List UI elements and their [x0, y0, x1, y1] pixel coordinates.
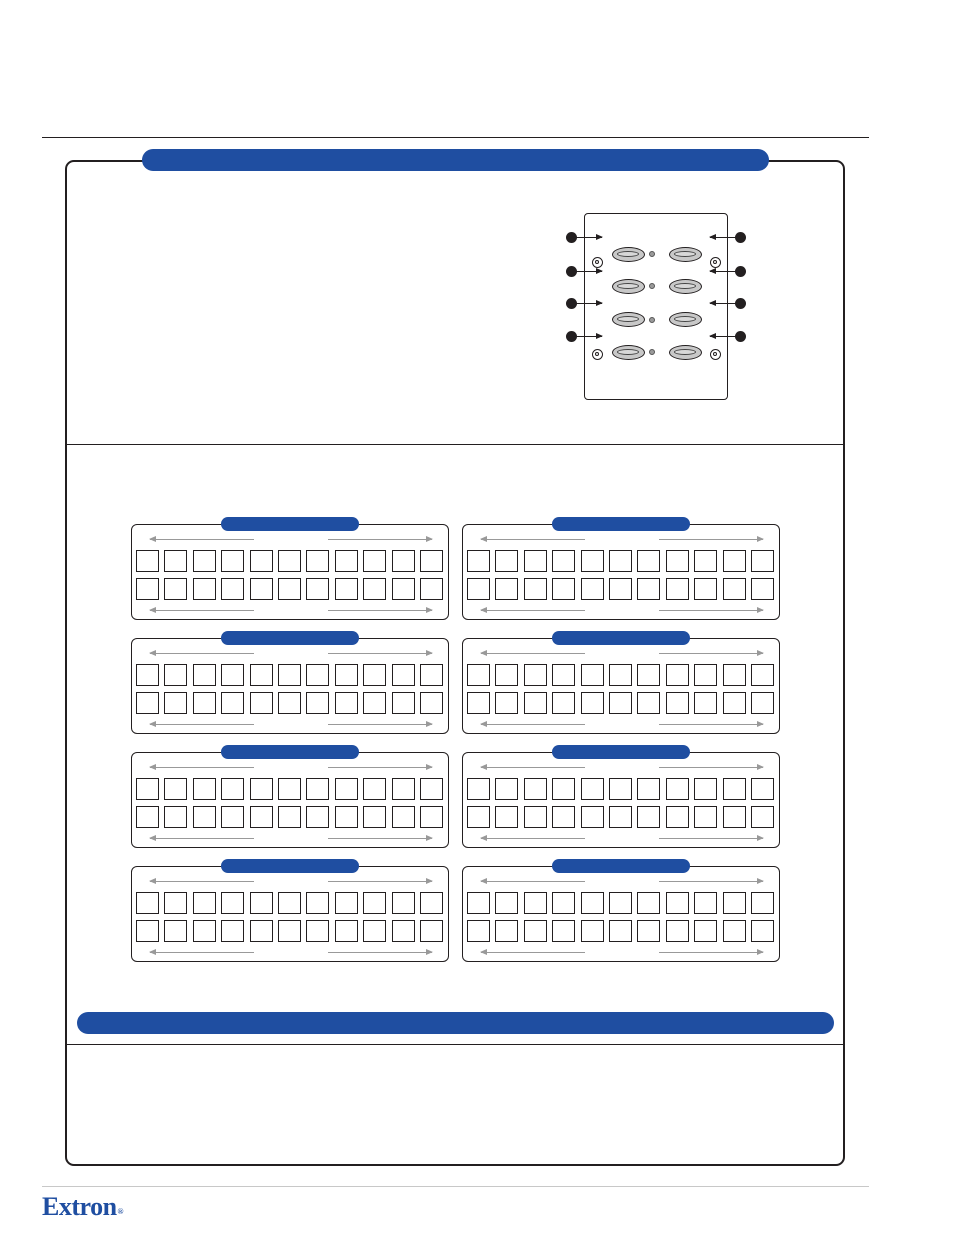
label-cell-row	[136, 578, 443, 600]
label-cell[interactable]	[524, 578, 547, 600]
label-cell[interactable]	[609, 806, 632, 828]
panel-led	[649, 251, 655, 257]
label-cell[interactable]	[751, 550, 774, 572]
label-cell[interactable]	[552, 550, 575, 572]
section-divider	[66, 444, 844, 445]
label-cell[interactable]	[420, 550, 443, 572]
direction-arrow	[481, 881, 585, 882]
label-cell[interactable]	[420, 892, 443, 914]
label-cell[interactable]	[666, 578, 689, 600]
label-group	[131, 752, 449, 848]
label-cell[interactable]	[221, 664, 244, 686]
label-cell[interactable]	[392, 920, 415, 942]
direction-arrow	[659, 838, 763, 839]
label-cell[interactable]	[723, 892, 746, 914]
label-cell[interactable]	[221, 578, 244, 600]
label-cell[interactable]	[495, 778, 518, 800]
direction-arrow	[150, 952, 254, 953]
label-cell[interactable]	[495, 892, 518, 914]
direction-arrow	[659, 610, 763, 611]
callout-arrow	[710, 271, 736, 272]
label-cell[interactable]	[694, 692, 717, 714]
label-cell[interactable]	[136, 578, 159, 600]
label-cell[interactable]	[278, 664, 301, 686]
label-cell[interactable]	[335, 920, 358, 942]
label-cell[interactable]	[193, 550, 216, 572]
label-cell[interactable]	[335, 692, 358, 714]
label-cell[interactable]	[250, 920, 273, 942]
label-cell[interactable]	[524, 692, 547, 714]
label-cell[interactable]	[637, 778, 660, 800]
label-cell-row	[467, 920, 774, 942]
mounting-screw-icon	[592, 257, 603, 268]
label-cell[interactable]	[495, 806, 518, 828]
label-cell[interactable]	[723, 806, 746, 828]
label-cell[interactable]	[524, 892, 547, 914]
label-cell[interactable]	[392, 892, 415, 914]
panel-button	[669, 345, 702, 360]
label-cell[interactable]	[335, 778, 358, 800]
label-cell[interactable]	[193, 892, 216, 914]
direction-arrow	[659, 952, 763, 953]
panel-led	[649, 349, 655, 355]
label-cell[interactable]	[581, 692, 604, 714]
label-cell[interactable]	[193, 920, 216, 942]
label-cell[interactable]	[193, 692, 216, 714]
label-cell[interactable]	[751, 920, 774, 942]
callout-arrow	[710, 237, 736, 238]
label-cell[interactable]	[637, 692, 660, 714]
label-cell[interactable]	[495, 920, 518, 942]
direction-arrow	[659, 653, 763, 654]
direction-arrow	[150, 610, 254, 611]
label-cell[interactable]	[751, 692, 774, 714]
callout-arrow	[576, 303, 602, 304]
direction-arrow	[659, 539, 763, 540]
callout-arrow	[710, 336, 736, 337]
callout-arrow	[710, 303, 736, 304]
label-cell[interactable]	[392, 578, 415, 600]
label-cell[interactable]	[694, 892, 717, 914]
label-cell[interactable]	[193, 806, 216, 828]
label-group-title	[221, 745, 359, 759]
label-cell[interactable]	[363, 578, 386, 600]
callout-arrow	[576, 271, 602, 272]
label-cell[interactable]	[278, 550, 301, 572]
label-cell-row	[467, 664, 774, 686]
label-cell[interactable]	[136, 692, 159, 714]
label-cell[interactable]	[467, 806, 490, 828]
label-cell[interactable]	[637, 664, 660, 686]
label-cell-row	[467, 692, 774, 714]
label-cell-row	[136, 892, 443, 914]
label-cell[interactable]	[552, 692, 575, 714]
label-cell[interactable]	[164, 778, 187, 800]
label-group	[462, 866, 780, 962]
label-cell[interactable]	[495, 692, 518, 714]
callout-dot	[735, 266, 746, 277]
direction-arrow	[328, 767, 432, 768]
panel-button	[669, 312, 702, 327]
direction-arrow	[150, 881, 254, 882]
label-cell-row	[136, 550, 443, 572]
direction-arrow	[328, 952, 432, 953]
label-cell[interactable]	[306, 664, 329, 686]
label-cell[interactable]	[136, 892, 159, 914]
label-cell[interactable]	[420, 692, 443, 714]
label-cell[interactable]	[335, 892, 358, 914]
direction-arrow	[481, 952, 585, 953]
label-cell[interactable]	[723, 664, 746, 686]
label-cell-row	[467, 806, 774, 828]
label-cell[interactable]	[467, 578, 490, 600]
label-group-title	[552, 745, 690, 759]
label-cell[interactable]	[306, 892, 329, 914]
label-cell-row	[467, 892, 774, 914]
label-cell[interactable]	[221, 806, 244, 828]
label-cell[interactable]	[751, 578, 774, 600]
label-cell[interactable]	[306, 920, 329, 942]
label-cell[interactable]	[694, 806, 717, 828]
label-cell[interactable]	[524, 920, 547, 942]
label-group	[131, 524, 449, 620]
direction-arrow	[328, 724, 432, 725]
label-cell[interactable]	[363, 550, 386, 572]
label-cell-row	[467, 578, 774, 600]
label-cell[interactable]	[250, 550, 273, 572]
label-cell[interactable]	[306, 806, 329, 828]
label-cell[interactable]	[363, 664, 386, 686]
label-cell[interactable]	[221, 550, 244, 572]
label-cell[interactable]	[495, 664, 518, 686]
label-group	[462, 752, 780, 848]
label-cell[interactable]	[136, 550, 159, 572]
label-cell[interactable]	[609, 692, 632, 714]
label-cell[interactable]	[136, 806, 159, 828]
label-cell[interactable]	[723, 920, 746, 942]
panel-button	[612, 247, 645, 262]
label-cell[interactable]	[751, 892, 774, 914]
label-cell[interactable]	[694, 664, 717, 686]
label-cell[interactable]	[164, 664, 187, 686]
label-cell[interactable]	[420, 578, 443, 600]
label-cell[interactable]	[609, 578, 632, 600]
label-cell[interactable]	[552, 664, 575, 686]
label-cell[interactable]	[694, 550, 717, 572]
label-cell[interactable]	[193, 664, 216, 686]
label-cell[interactable]	[420, 778, 443, 800]
label-cell[interactable]	[666, 778, 689, 800]
header-rule	[42, 137, 869, 138]
label-cell[interactable]	[221, 692, 244, 714]
direction-arrow	[659, 724, 763, 725]
label-cell[interactable]	[306, 692, 329, 714]
label-cell[interactable]	[666, 692, 689, 714]
label-cell[interactable]	[524, 806, 547, 828]
label-cell[interactable]	[751, 664, 774, 686]
mounting-screw-icon	[710, 349, 721, 360]
label-cell[interactable]	[723, 778, 746, 800]
label-cell[interactable]	[467, 892, 490, 914]
label-cell[interactable]	[278, 806, 301, 828]
label-cell[interactable]	[136, 778, 159, 800]
label-cell[interactable]	[335, 578, 358, 600]
label-cell[interactable]	[335, 664, 358, 686]
direction-arrow	[659, 881, 763, 882]
label-cell[interactable]	[723, 550, 746, 572]
label-cell-row	[136, 920, 443, 942]
footer-rule	[42, 1186, 869, 1187]
label-cell[interactable]	[420, 806, 443, 828]
label-cell[interactable]	[392, 692, 415, 714]
label-cell[interactable]	[666, 920, 689, 942]
label-cell[interactable]	[278, 778, 301, 800]
label-cell[interactable]	[250, 806, 273, 828]
callout-dot	[735, 232, 746, 243]
panel-button	[669, 279, 702, 294]
label-cell[interactable]	[694, 920, 717, 942]
label-cell[interactable]	[467, 920, 490, 942]
label-cell[interactable]	[609, 778, 632, 800]
label-cell[interactable]	[164, 692, 187, 714]
label-cell[interactable]	[467, 778, 490, 800]
label-group	[131, 638, 449, 734]
label-cell[interactable]	[193, 578, 216, 600]
label-cell[interactable]	[637, 806, 660, 828]
label-cell[interactable]	[278, 920, 301, 942]
label-cell[interactable]	[609, 550, 632, 572]
label-cell[interactable]	[306, 550, 329, 572]
direction-arrow	[328, 539, 432, 540]
label-cell[interactable]	[250, 778, 273, 800]
label-cell[interactable]	[666, 664, 689, 686]
direction-arrow	[328, 610, 432, 611]
label-cell-row	[467, 778, 774, 800]
label-cell[interactable]	[363, 892, 386, 914]
callout-dot	[735, 331, 746, 342]
label-cell[interactable]	[637, 892, 660, 914]
label-cell[interactable]	[136, 664, 159, 686]
mounting-screw-icon	[592, 349, 603, 360]
label-cell[interactable]	[420, 920, 443, 942]
label-cell[interactable]	[392, 778, 415, 800]
label-cell[interactable]	[694, 578, 717, 600]
label-cell[interactable]	[581, 578, 604, 600]
direction-arrow	[659, 767, 763, 768]
label-cell[interactable]	[581, 920, 604, 942]
direction-arrow	[481, 610, 585, 611]
label-cell[interactable]	[467, 692, 490, 714]
label-cell[interactable]	[278, 892, 301, 914]
direction-arrow	[481, 724, 585, 725]
label-cell[interactable]	[363, 920, 386, 942]
label-cell[interactable]	[495, 550, 518, 572]
label-cell[interactable]	[524, 550, 547, 572]
label-cell[interactable]	[392, 550, 415, 572]
label-cell[interactable]	[335, 550, 358, 572]
direction-arrow	[481, 653, 585, 654]
direction-arrow	[150, 653, 254, 654]
label-cell[interactable]	[637, 578, 660, 600]
label-cell-row	[136, 778, 443, 800]
label-cell[interactable]	[250, 892, 273, 914]
label-cell[interactable]	[392, 664, 415, 686]
label-cell[interactable]	[193, 778, 216, 800]
panel-led	[649, 283, 655, 289]
label-group	[462, 638, 780, 734]
label-cell[interactable]	[495, 578, 518, 600]
label-cell[interactable]	[581, 806, 604, 828]
panel-button	[669, 247, 702, 262]
label-cell[interactable]	[221, 920, 244, 942]
direction-arrow	[481, 838, 585, 839]
label-cell[interactable]	[637, 920, 660, 942]
label-group-title	[552, 859, 690, 873]
label-group-title	[552, 631, 690, 645]
callout-arrow	[576, 336, 602, 337]
label-cell[interactable]	[581, 664, 604, 686]
label-cell-row	[467, 550, 774, 572]
direction-arrow	[481, 767, 585, 768]
label-cell[interactable]	[581, 550, 604, 572]
label-group-title	[221, 517, 359, 531]
label-cell[interactable]	[581, 778, 604, 800]
label-cell[interactable]	[609, 664, 632, 686]
label-cell[interactable]	[552, 806, 575, 828]
direction-arrow	[328, 653, 432, 654]
panel-led	[649, 317, 655, 323]
label-cell[interactable]	[723, 578, 746, 600]
label-cell[interactable]	[250, 578, 273, 600]
label-cell[interactable]	[751, 778, 774, 800]
label-group-title	[221, 631, 359, 645]
direction-arrow	[150, 838, 254, 839]
label-cell[interactable]	[164, 806, 187, 828]
label-cell[interactable]	[363, 778, 386, 800]
callout-arrow	[576, 237, 602, 238]
label-cell[interactable]	[467, 664, 490, 686]
label-cell[interactable]	[637, 550, 660, 572]
label-cell[interactable]	[306, 778, 329, 800]
label-cell-row	[136, 692, 443, 714]
label-cell[interactable]	[694, 778, 717, 800]
label-cell[interactable]	[164, 550, 187, 572]
panel-button	[612, 312, 645, 327]
label-cell[interactable]	[467, 550, 490, 572]
label-cell[interactable]	[609, 920, 632, 942]
label-cell[interactable]	[524, 664, 547, 686]
label-cell[interactable]	[666, 892, 689, 914]
label-cell[interactable]	[552, 892, 575, 914]
direction-arrow	[328, 838, 432, 839]
mounting-screw-icon	[710, 257, 721, 268]
label-cell[interactable]	[335, 806, 358, 828]
label-cell[interactable]	[609, 892, 632, 914]
label-cell-row	[136, 664, 443, 686]
label-cell[interactable]	[581, 892, 604, 914]
label-cell[interactable]	[392, 806, 415, 828]
panel-button	[612, 279, 645, 294]
direction-arrow	[150, 767, 254, 768]
label-cell[interactable]	[751, 806, 774, 828]
label-cell[interactable]	[552, 578, 575, 600]
panel-button	[612, 345, 645, 360]
label-group-title	[221, 859, 359, 873]
label-cell[interactable]	[278, 578, 301, 600]
label-cell[interactable]	[552, 778, 575, 800]
label-cell[interactable]	[552, 920, 575, 942]
label-cell[interactable]	[420, 664, 443, 686]
label-cell[interactable]	[164, 578, 187, 600]
label-cell[interactable]	[524, 778, 547, 800]
label-cell[interactable]	[363, 692, 386, 714]
label-cell[interactable]	[666, 550, 689, 572]
label-cell[interactable]	[164, 892, 187, 914]
label-cell[interactable]	[306, 578, 329, 600]
label-cell[interactable]	[164, 920, 187, 942]
label-cell[interactable]	[278, 692, 301, 714]
direction-arrow	[150, 539, 254, 540]
extron-logo: Extron®	[42, 1192, 124, 1221]
label-cell[interactable]	[666, 806, 689, 828]
label-cell[interactable]	[250, 664, 273, 686]
label-group	[131, 866, 449, 962]
label-cell[interactable]	[136, 920, 159, 942]
section-banner-bottom	[77, 1012, 834, 1034]
section-divider	[66, 1044, 844, 1045]
label-cell[interactable]	[723, 692, 746, 714]
section-banner-top	[142, 149, 769, 171]
label-cell[interactable]	[363, 806, 386, 828]
direction-arrow	[481, 539, 585, 540]
label-cell[interactable]	[221, 892, 244, 914]
direction-arrow	[328, 881, 432, 882]
label-cell[interactable]	[221, 778, 244, 800]
button-panel-illustration	[584, 213, 728, 400]
label-group	[462, 524, 780, 620]
label-group-title	[552, 517, 690, 531]
callout-dot	[735, 298, 746, 309]
label-cell-row	[136, 806, 443, 828]
label-cell[interactable]	[250, 692, 273, 714]
direction-arrow	[150, 724, 254, 725]
